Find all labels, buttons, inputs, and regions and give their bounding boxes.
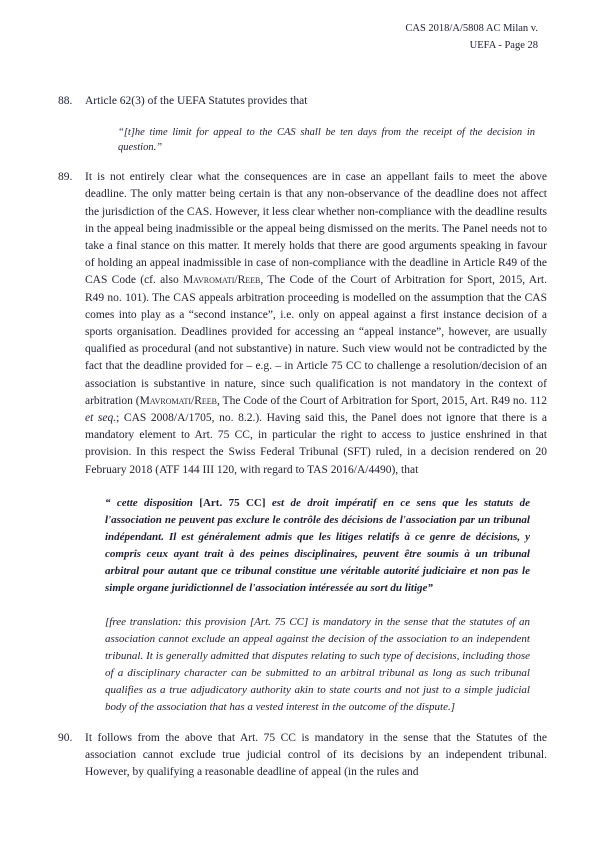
case-reference-line: CAS 2018/A/5808 AC Milan v. [405, 23, 538, 34]
text-segment: Article 62(3) of the UEFA Statutes provides that [85, 95, 308, 107]
text-segment: “ cette disposition [105, 496, 200, 509]
text-segment: Mavromati/Reeb [183, 274, 261, 287]
text-segment: Mavromati/Reeb [139, 394, 218, 407]
text-segment: It follows from the above that Art. 75 CC is mandatory in the sense that the Statutes of the association cannot exclude true judicial control of its decisions by an independent tribunal. However, by qualifying a reasonable deadline of appeal (in the rules and [85, 731, 547, 779]
quote-uefa-statute-time-limit [118, 125, 535, 155]
text-segment: , The Code of the Court of Arbitration for Sport, 2015, Art. R49 no. 112 [217, 394, 547, 407]
text-segment: est de droit impératif en ce sens que les statuts de l'association ne peuvent pas exclure le contrôle des décisions de l'association par un tribunal indépendant. Il est généralement admis que les litiges relatifs à ce genre de décisions, y compris ceux ayant trait à des peines disciplinaires, peuvent être soumis à un tribunal arbitral pour autant que ce tribunal constitue une véritable autorité judiciaire et non pas le simple organe juridictionnel de l'association intéressée au sort du litige” [105, 496, 530, 594]
paragraph-text [85, 93, 547, 110]
text-segment: [Art. 75 CC] [199, 496, 266, 509]
text-segment: , The Code of the Court of Arbitration for Sport, 2015, Art. R49 no. 101). The CAS appeals arbitration proceeding is modelled on the assumption that the CAS comes into play as a “second instance”, i.e. only on appeal against a first instance decision of a sports organisation. Deadlines provided for accessing an “appeal instance”, however, are usually qualified as procedural (and not substantive) in nature. Such view would not be contradicted by the fact that the deadline provided for – e.g. – in Article 75 CC to challenge a resolution/decision of an association is substantive in nature, since such qualification is not mandatory in the context of arbitration ( [85, 274, 547, 407]
text-segment: et seq. [85, 412, 117, 425]
quote-free-translation [105, 614, 530, 716]
text-segment: “[t]he time limit for appeal to the CAS shall be ten days from the receipt of the decision in question.” [118, 127, 535, 154]
document-body [0, 93, 616, 781]
paragraph-number: 88. [58, 95, 73, 107]
page-number-line: UEFA - Page 28 [469, 40, 538, 51]
text-segment: ; CAS 2008/A/1705, no. 8.2.). Having said this, the Panel does not ignore that there is a mandatory element to Art. 75 CC, in particular the right to access to justice enshrined in that provision. In this respect the Swiss Federal Tribunal (SFT) ruled, in a decision rendered on 20 February 2018 (ATF 144 III 120, with regard to TAS 2016/A/4490), that [85, 412, 547, 476]
paragraph-text [85, 169, 547, 479]
quote-sft-french [105, 495, 530, 597]
text-segment: [free translation: this provision [Art. 75 CC] is mandatory in the sense that the statutes of an association cannot exclude an appeal against the decision of the association to an independent tribunal. It is generally admitted that disputes relating to such type of decisions, including those of a disciplinary character can be submitted to an arbitral tribunal as long as such tribunal qualifies as a true adjudicatory authority akin to state courts and not just to a simple judicial body of the association that has a vested interest in the outcome of the dispute.] [105, 615, 530, 713]
page-header [0, 20, 538, 54]
text-segment: It is not entirely clear what the consequences are in case an appellant fails to meet the above deadline. The only matter being certain is that any non-observance of the deadline does not affect the jurisdiction of the CAS. However, it less clear whether non-compliance with the deadline results in the appeal being inadmissible or the appeal being dismissed on the merits. The Panel needs not to take a final stance on this matter. It merely holds that there are good arguments speaking in favour of holding an appeal inadmissible in case of non-compliance with the deadline in Article R49 of the CAS Code (cf. also [85, 171, 547, 287]
paragraph-text [85, 730, 547, 782]
paragraph-89 [58, 169, 547, 479]
paragraph-88 [58, 93, 547, 110]
paragraph-number: 89. [58, 171, 73, 184]
paragraph-90 [58, 730, 547, 782]
paragraph-number: 90. [58, 731, 73, 744]
